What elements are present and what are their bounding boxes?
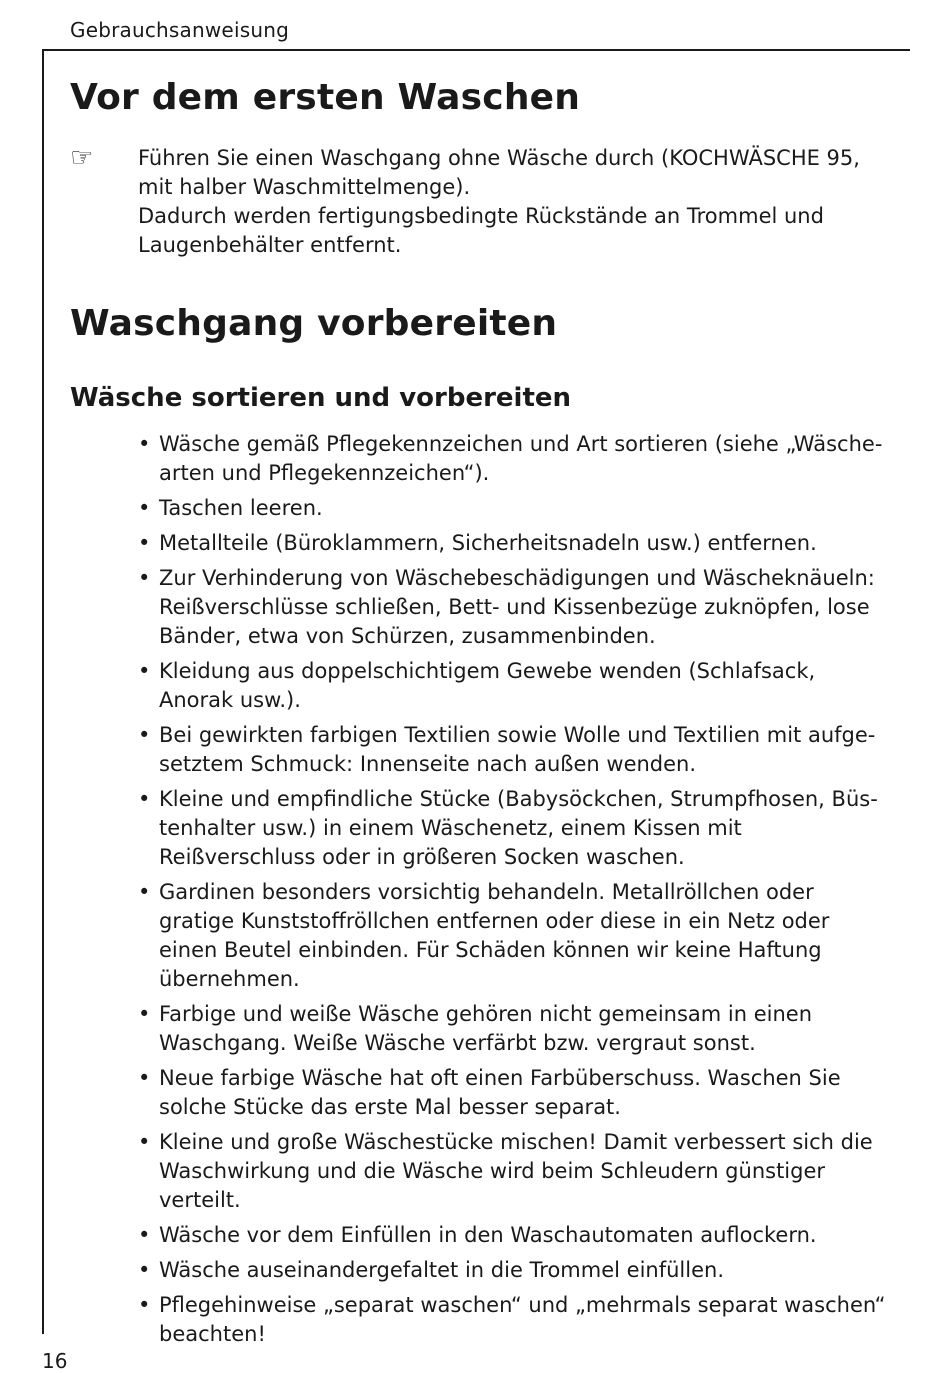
list-item: • Pflegehinweise „separat waschen“ und „mehrmals separat waschen“ beachten!: [138, 1291, 890, 1349]
margin-divider: [42, 49, 44, 1334]
note-block: [70, 144, 890, 260]
section-title-first-wash: Vor dem ersten Waschen: [70, 77, 581, 118]
list-item: • Kleine und empfindliche Stücke (Babysöckchen, Strumpfhosen, Büs-tenhalter usw.) in einem Wäschenetz, einem Kissen mit Reißverschluss oder in größeren Socken waschen.: [138, 785, 890, 872]
subsection-title-sort-laundry: Wäsche sortieren und vorbereiten: [70, 383, 572, 413]
document-header: Gebrauchsanweisung: [70, 18, 289, 42]
note-text-2: Dadurch werden fertigungsbedingte Rückstände an Trommel und Laugenbehälter entfernt.: [138, 204, 824, 257]
list-item: • Farbige und weiße Wäsche gehören nicht gemeinsam in einen Waschgang. Weiße Wäsche verfärbt bzw. vergraut sonst.: [138, 1000, 890, 1058]
list-item: • Bei gewirkten farbigen Textilien sowie Wolle und Textilien mit aufge-setztem Schmuck: Innenseite nach außen wenden.: [138, 721, 890, 779]
list-item: • Kleidung aus doppelschichtigem Gewebe wenden (Schlafsack, Anorak usw.).: [138, 657, 890, 715]
list-item: • Neue farbige Wäsche hat oft einen Farbüberschuss. Waschen Sie solche Stücke das erste Mal besser separat.: [138, 1064, 890, 1122]
pointing-hand-icon: ☞: [70, 143, 94, 173]
instruction-list: [70, 430, 890, 1349]
list-item: • Metallteile (Büroklammern, Sicherheitsnadeln usw.) entfernen.: [138, 529, 890, 558]
list-item: • Wäsche gemäß Pflegekennzeichen und Art sortieren (siehe „Wäsche-arten und Pflegekennzeichen“).: [138, 430, 890, 488]
note-text-1: Führen Sie einen Waschgang ohne Wäsche durch (KOCHWÄSCHE 95, mit halber Waschmittelmenge).: [138, 146, 860, 199]
page-number: 16: [42, 1349, 68, 1373]
list-item: • Zur Verhinderung von Wäschebeschädigungen und Wäscheknäueln: Reißverschlüsse schließen, Bett- und Kissenbezüge zuknöpfen, lose Bänder, etwa von Schürzen, zusammenbinden.: [138, 564, 890, 651]
list-item: • Gardinen besonders vorsichtig behandeln. Metallröllchen oder gratige Kunststoffröllchen entfernen oder diese in ein Netz oder einen Beutel einbinden. Für Schäden können wir keine Haftung übernehmen.: [138, 878, 890, 994]
list-item: • Wäsche vor dem Einfüllen in den Waschautomaten auflockern.: [138, 1221, 890, 1250]
section-title-prepare-wash: Waschgang vorbereiten: [70, 303, 558, 344]
list-item: • Kleine und große Wäschestücke mischen! Damit verbessert sich die Waschwirkung und die Wäsche wird beim Schleudern günstiger verteilt.: [138, 1128, 890, 1215]
page-content: [70, 72, 890, 1355]
list-item: • Taschen leeren.: [138, 494, 890, 523]
header-divider: [42, 49, 910, 51]
list-item: • Wäsche auseinandergefaltet in die Trommel einfüllen.: [138, 1256, 890, 1285]
